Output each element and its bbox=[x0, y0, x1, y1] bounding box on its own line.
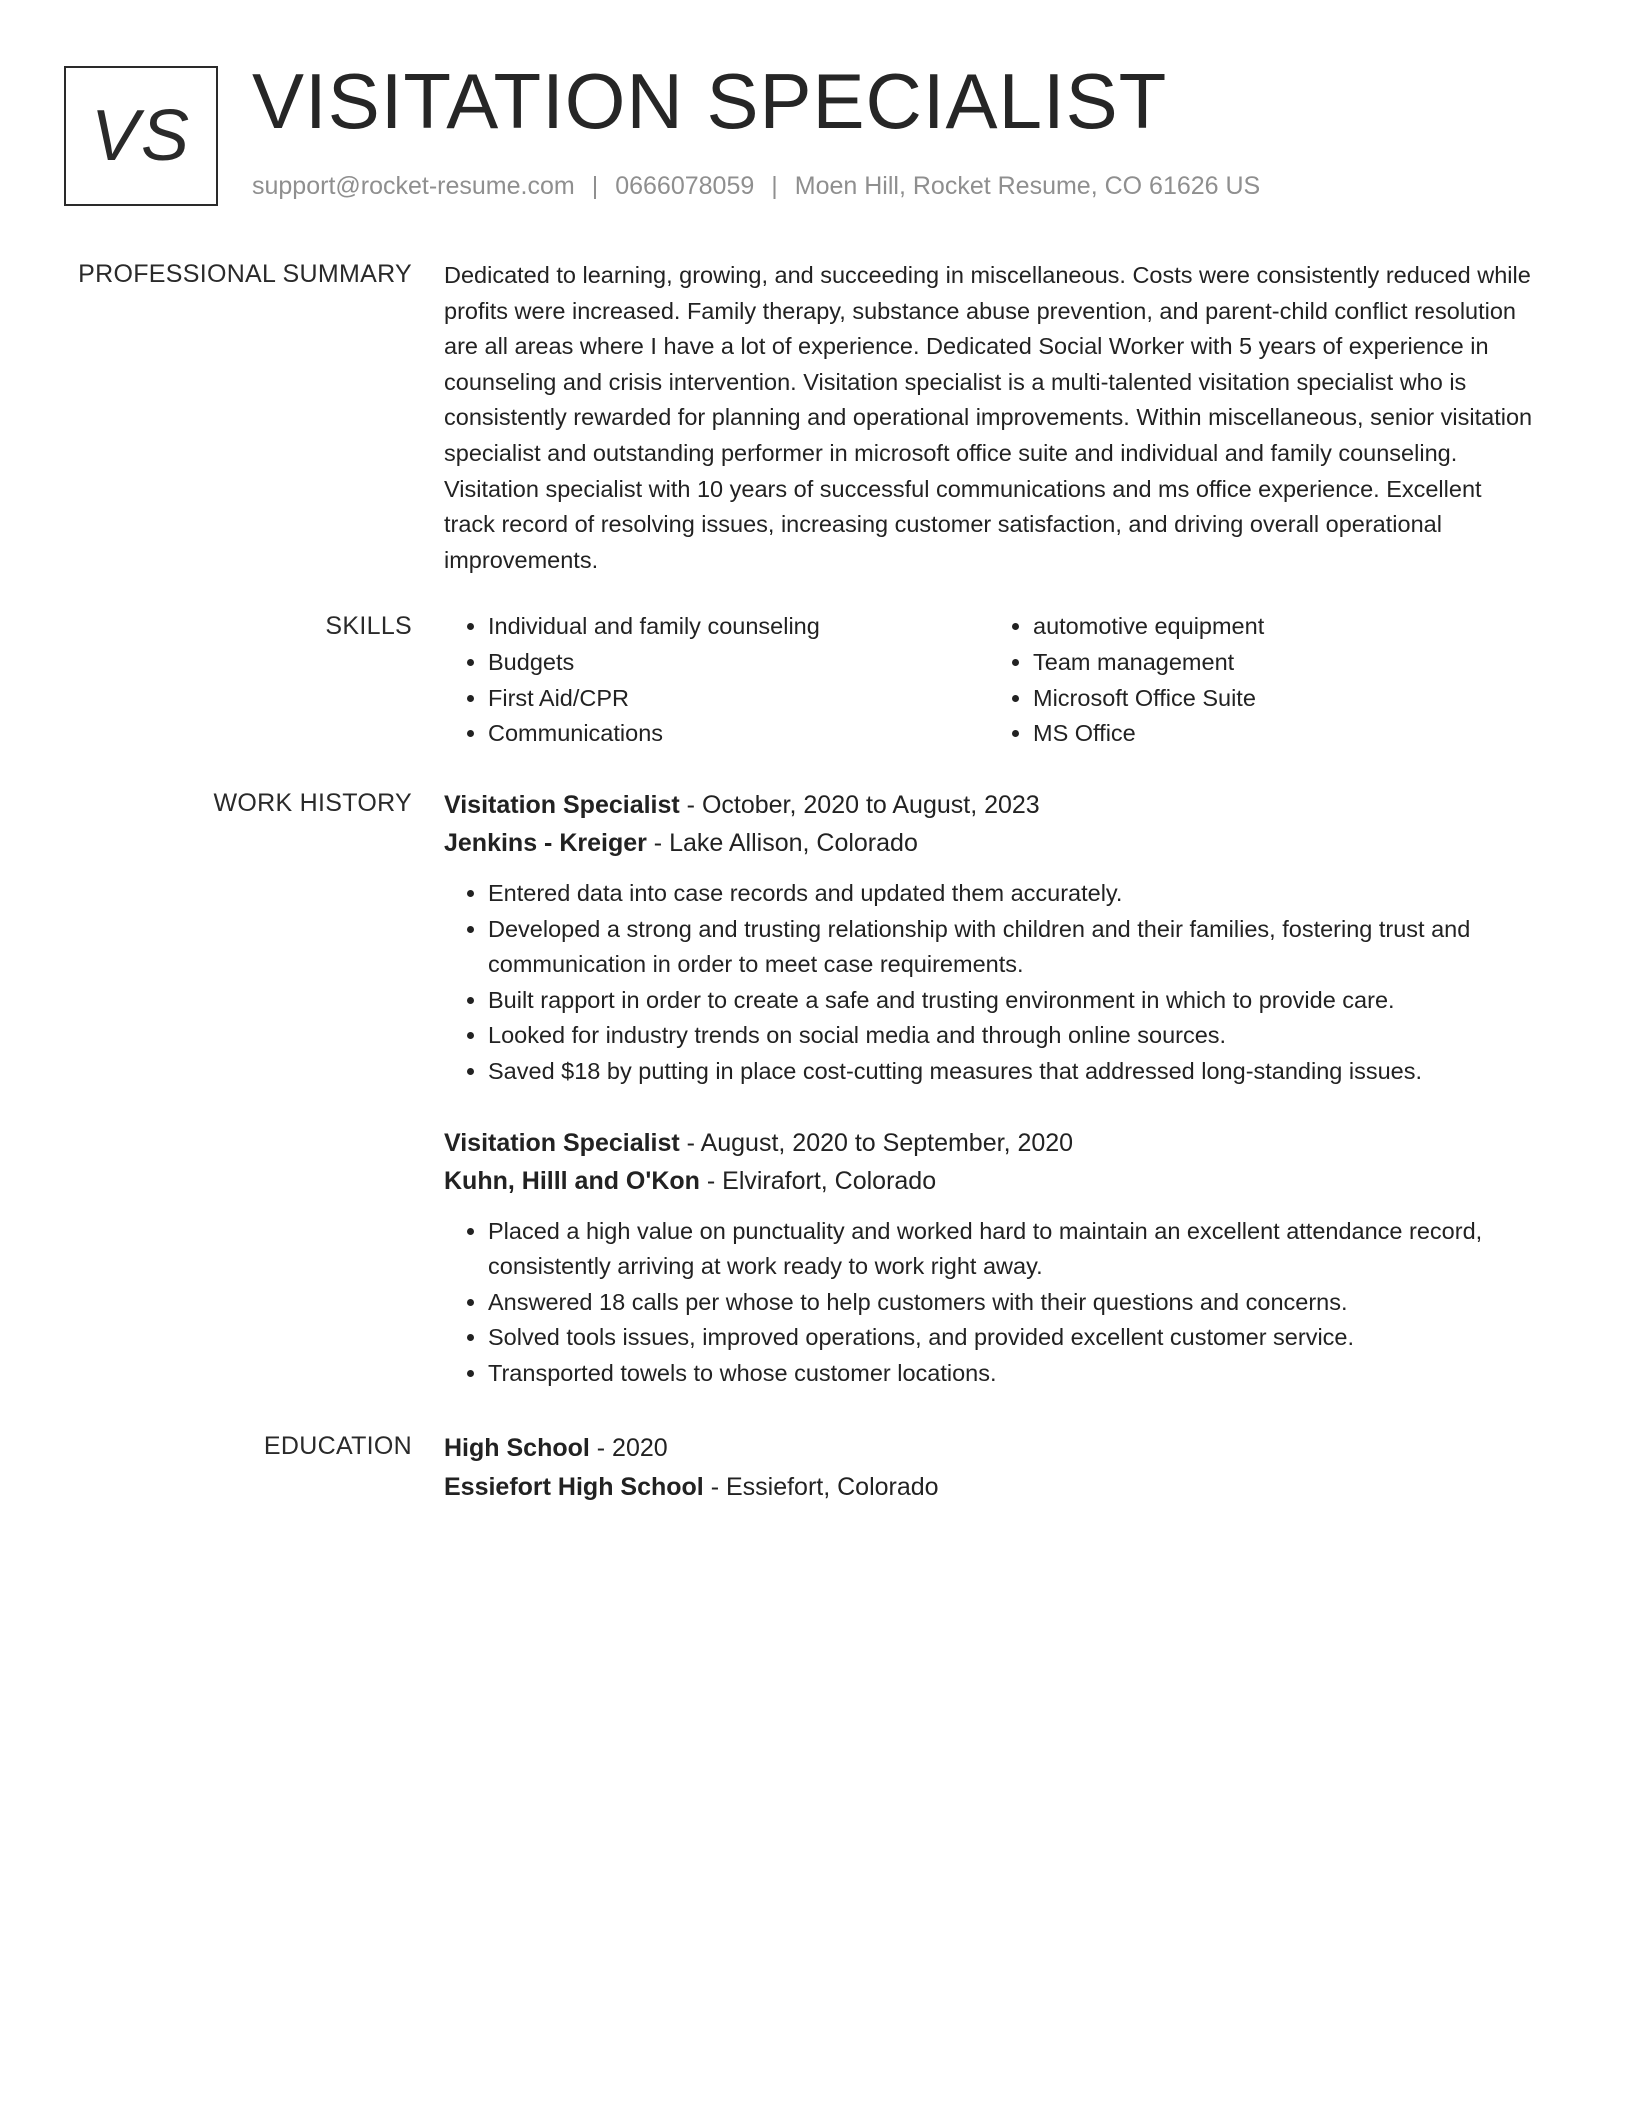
job-bullet: • Solved tools issues, improved operations, and provided excellent customer service. bbox=[488, 1320, 1534, 1356]
job-location: - Lake Allison, Colorado bbox=[646, 829, 918, 857]
monogram-initials: VS bbox=[90, 96, 192, 176]
skills-body bbox=[444, 609, 1534, 752]
job-title-line bbox=[444, 1124, 1534, 1162]
contact-line bbox=[252, 172, 1260, 201]
skill-item: • First Aid/CPR bbox=[488, 681, 989, 717]
job-entry bbox=[444, 1124, 1534, 1392]
skills-title: SKILLS bbox=[325, 612, 412, 640]
job-dates: - October, 2020 to August, 2023 bbox=[679, 791, 1040, 819]
contact-separator: | bbox=[591, 172, 599, 200]
job-bullets bbox=[444, 1214, 1534, 1392]
job-company: Jenkins - Kreiger bbox=[444, 829, 647, 857]
skill-item: • Team management bbox=[1033, 645, 1534, 681]
education-body bbox=[444, 1429, 1534, 1507]
work-title: WORK HISTORY bbox=[213, 789, 412, 817]
job-location: - Elvirafort, Colorado bbox=[699, 1166, 937, 1195]
job-bullet: • Transported towels to whose customer locations. bbox=[488, 1356, 1534, 1392]
job-bullet: • Saved $18 by putting in place cost-cutting measures that addressed long-standing issues. bbox=[488, 1054, 1534, 1090]
education-degree: High School bbox=[444, 1434, 590, 1462]
job-company: Kuhn, Hilll and O'Kon bbox=[444, 1166, 700, 1195]
contact-separator: | bbox=[771, 172, 778, 200]
skill-item: • Communications bbox=[488, 716, 989, 752]
contact-address: Moen Hill, Rocket Resume, CO 61626 US bbox=[794, 172, 1261, 200]
summary-title: PROFESSIONAL SUMMARY bbox=[78, 260, 412, 288]
skill-item: • Budgets bbox=[488, 645, 989, 681]
job-bullet: • Looked for industry trends on social media and through online sources. bbox=[488, 1018, 1534, 1054]
skill-item: • Individual and family counseling bbox=[488, 609, 989, 645]
job-role: Visitation Specialist bbox=[444, 791, 680, 819]
skill-item: • Microsoft Office Suite bbox=[1033, 681, 1534, 717]
job-company-line bbox=[444, 1162, 1534, 1200]
candidate-name: VISITATION SPECIALIST bbox=[252, 57, 1168, 145]
job-dates: - August, 2020 to September, 2020 bbox=[679, 1128, 1074, 1157]
monogram-box bbox=[64, 66, 218, 206]
job-bullet: • Placed a high value on punctuality and worked hard to maintain an excellent attendance record, consistently arriving at work ready to work right away. bbox=[488, 1214, 1534, 1285]
education-location: - Essiefort, Colorado bbox=[703, 1473, 939, 1501]
education-school: Essiefort High School bbox=[444, 1473, 704, 1501]
job-bullet: • Answered 18 calls per whose to help customers with their questions and concerns. bbox=[488, 1285, 1534, 1321]
summary-body bbox=[444, 258, 1534, 578]
job-bullet: • Entered data into case records and updated them accurately. bbox=[488, 876, 1534, 912]
job-company-line bbox=[444, 824, 1534, 862]
skills-list-right bbox=[989, 609, 1534, 752]
education-title: EDUCATION bbox=[263, 1432, 412, 1460]
work-body bbox=[444, 786, 1534, 1392]
education-degree-line bbox=[444, 1429, 1534, 1468]
job-title-line bbox=[444, 786, 1534, 824]
job-entry bbox=[444, 786, 1534, 1090]
contact-phone: 0666078059 bbox=[615, 172, 755, 200]
summary-text: Dedicated to learning, growing, and succeeding in miscellaneous. Costs were consistently reduced while profits were increased. Family therapy, substance abuse prevention, and parent-child conflict resolution are all areas where I have a lot of experience. Dedicated Social Worker with 5 years of experience in counseling and crisis intervention. Visitation specialist is a multi-talented visitation specialist who is consistently rewarded for planning and operational improvements. Within miscellaneous, senior visitation specialist and outstanding performer in microsoft office suite and individual and family counseling. Visitation specialist with 10 years of successful communications and ms office experience. Excellent track record of resolving issues, increasing customer satisfaction, and driving overall operational improvements. bbox=[444, 262, 1533, 573]
education-year: - 2020 bbox=[589, 1434, 668, 1462]
job-role: Visitation Specialist bbox=[444, 1128, 680, 1157]
contact-email: support@rocket-resume.com bbox=[252, 172, 575, 200]
job-bullet: • Built rapport in order to create a safe and trusting environment in which to provide care. bbox=[488, 983, 1534, 1019]
skill-item: • automotive equipment bbox=[1033, 609, 1534, 645]
job-bullets bbox=[444, 876, 1534, 1090]
job-bullet: • Developed a strong and trusting relationship with children and their families, fostering trust and communication in order to meet case requirements. bbox=[488, 912, 1534, 983]
skill-item: • MS Office bbox=[1033, 716, 1534, 752]
education-school-line bbox=[444, 1468, 1534, 1507]
skills-list-left bbox=[444, 609, 989, 752]
